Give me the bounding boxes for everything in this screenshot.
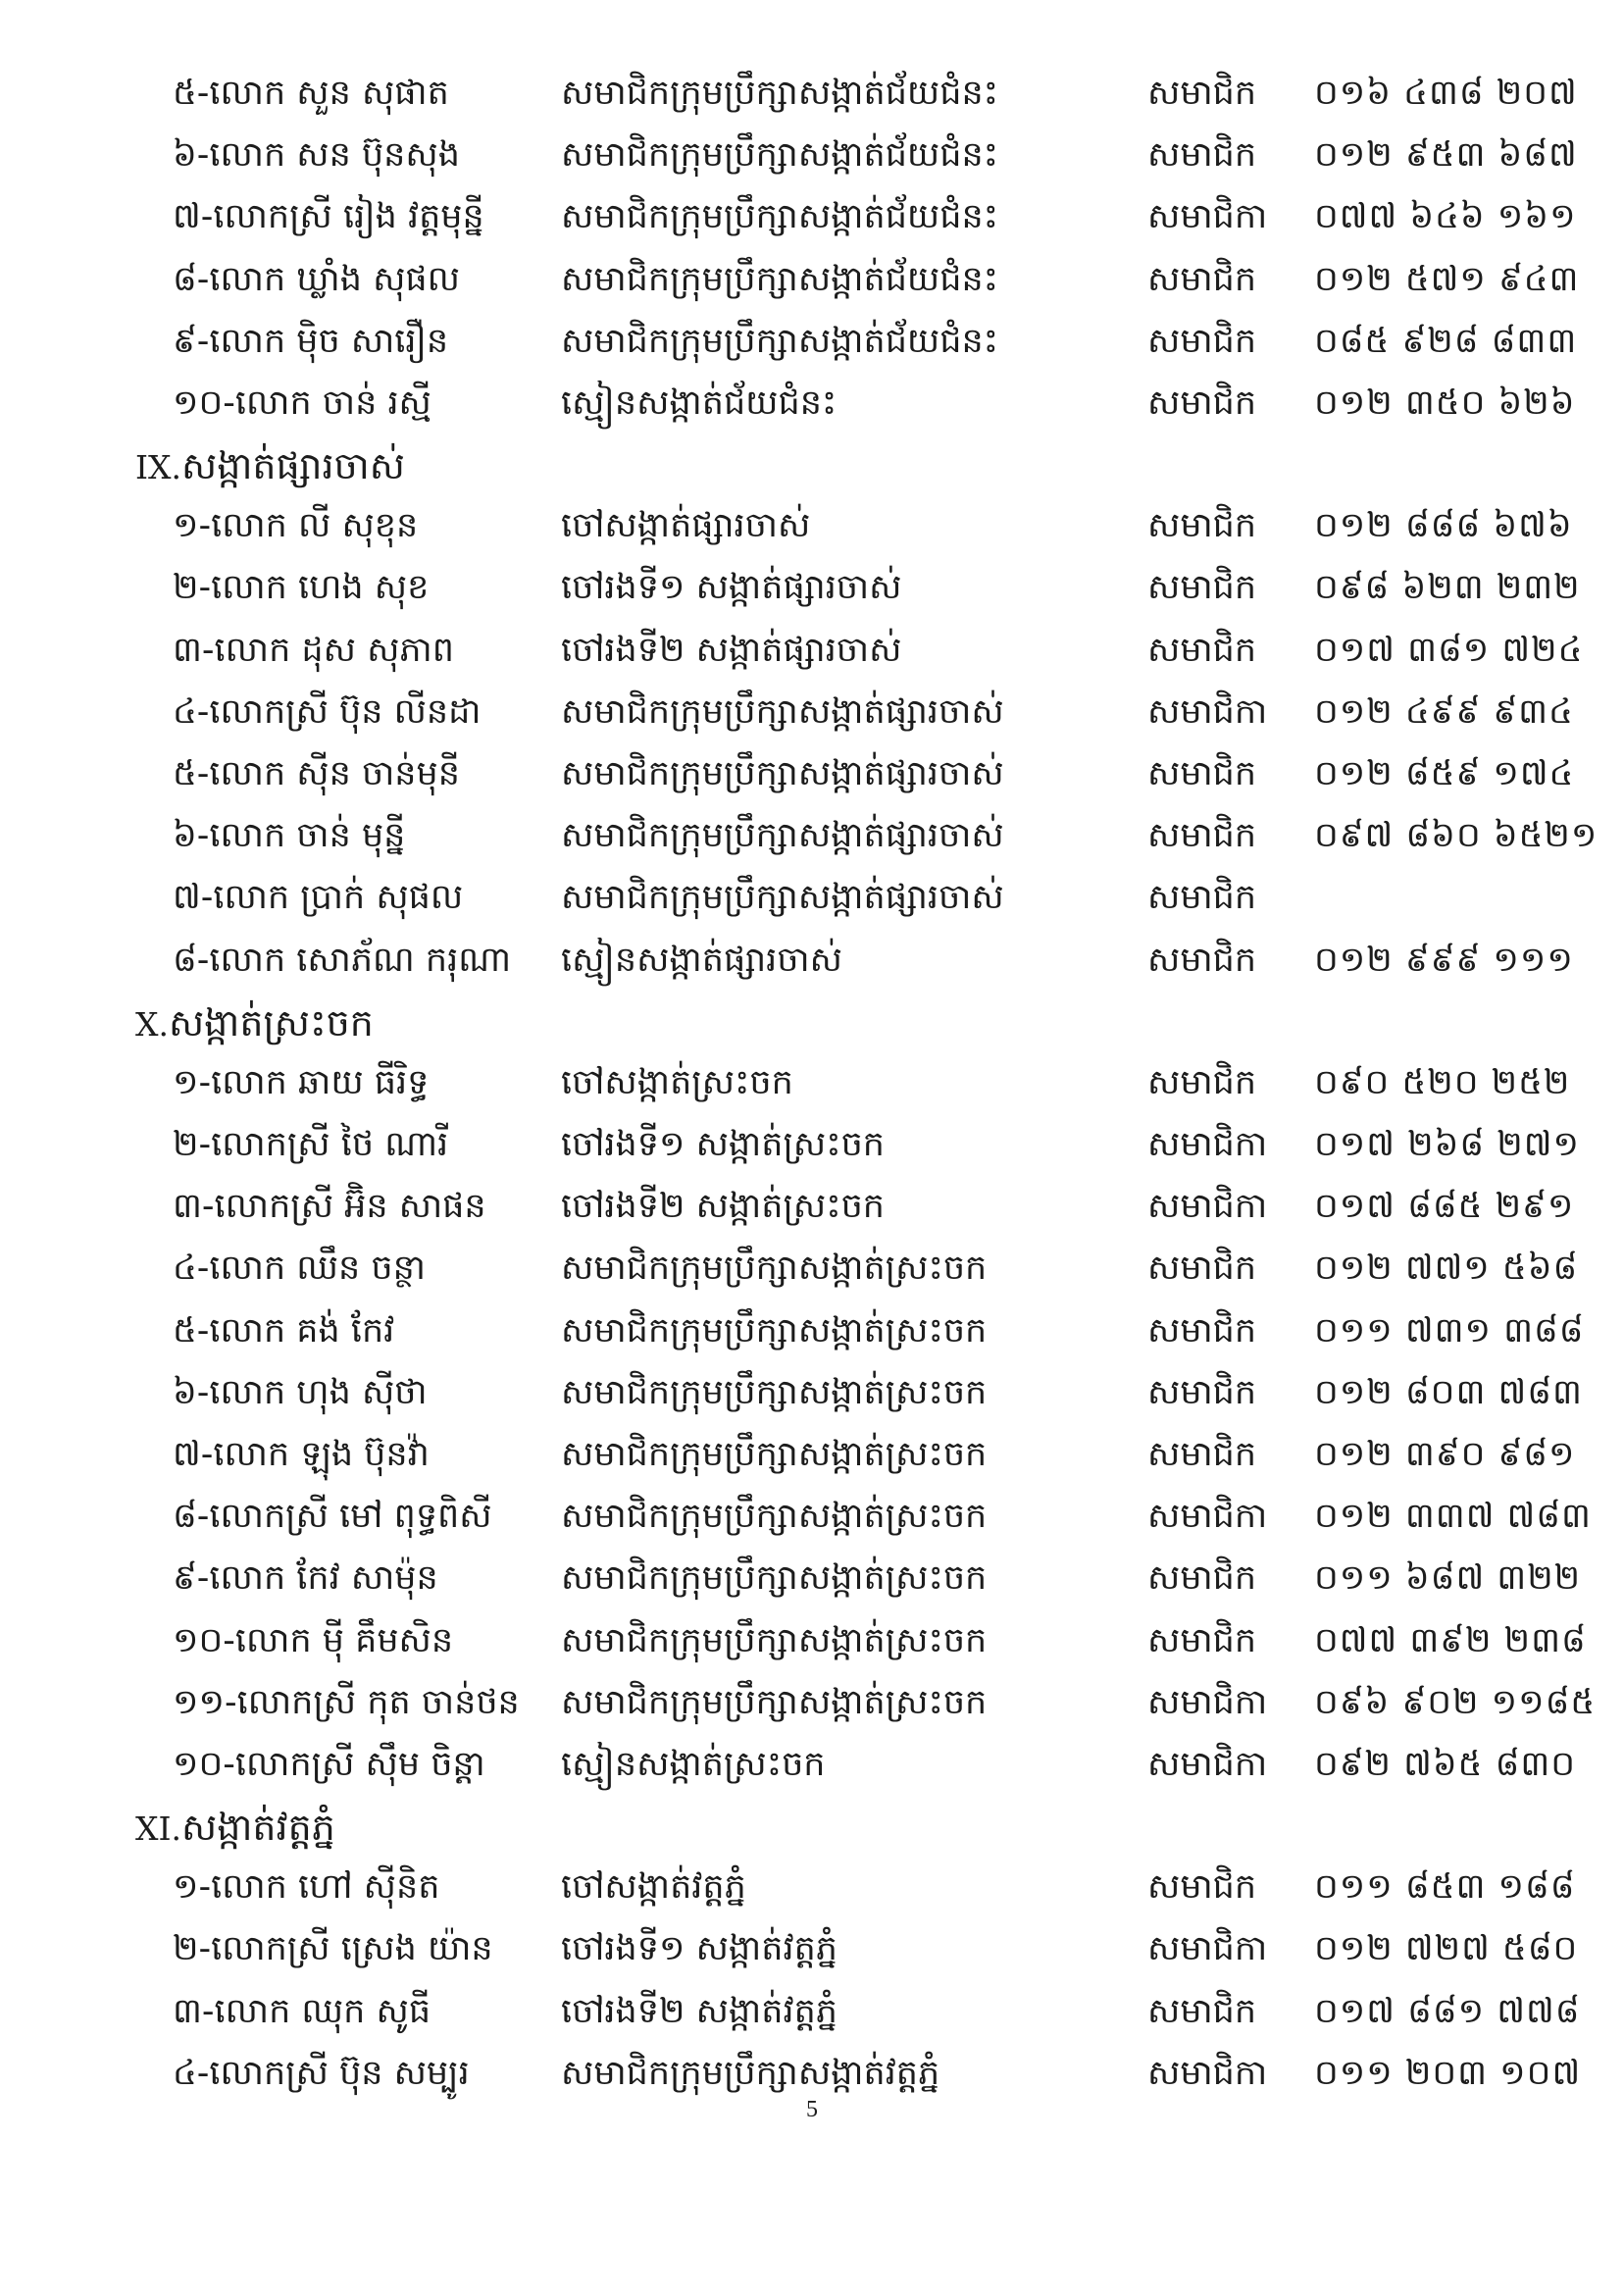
member-position: ចៅសង្កាត់ផ្សារចាស់ (561, 506, 811, 546)
member-phone: ០១១ ៧៣១ ៣៨៨ (1314, 1310, 1585, 1351)
section-numeral: IX. (135, 448, 182, 487)
member-phone: ០១៧ ៨៨៥ ២៩១ (1314, 1187, 1575, 1227)
member-role: សមាជិក (1147, 630, 1257, 670)
member-role: សមាជិក (1147, 135, 1257, 176)
member-name: ១១-លោកស្រី កុត ចាន់ថន (173, 1682, 520, 1722)
member-name: ២-លោក ហេង សុខ (173, 568, 430, 608)
member-row (0, 805, 1624, 866)
member-role: សមាជិកា (1147, 1125, 1268, 1164)
member-row (0, 1114, 1624, 1175)
member-phone: ០១៧ ២៦៨ ២៧១ (1314, 1125, 1580, 1164)
member-position: សមាជិកក្រុមប្រឹក្សាសង្កាត់ផ្សារចាស់ (561, 816, 1004, 856)
member-role: សមាជិក (1147, 1991, 1257, 2031)
member-row (0, 1176, 1624, 1237)
member-name: ១០-លោកស្រី ស៊ឹម ចិន្តា (173, 1745, 485, 1784)
member-name: ៣-លោក ឈុក សូធី (173, 1991, 431, 2031)
member-row (0, 63, 1624, 124)
member-role: សមាជិក (1147, 1310, 1257, 1351)
member-position: ចៅសង្កាត់វត្តភ្នំ (561, 1867, 746, 1908)
member-phone: ០១១ ៨៥៣ ១៨៨ (1314, 1867, 1576, 1908)
member-phone: ០១២ ៨៨៨ ៦៧៦ (1314, 506, 1573, 546)
member-role: សមាជិកា (1147, 1187, 1268, 1227)
member-name: ៣-លោក ដុស សុភាព (173, 630, 454, 670)
member-row (0, 373, 1624, 433)
section-numeral: X. (135, 1004, 169, 1044)
member-role: សមាជិក (1147, 816, 1257, 856)
member-phone: ០១២ ៣៥០ ៦២៦ (1314, 383, 1576, 423)
member-phone: ០១២ ៣៣៧ ៧៨៣ (1314, 1497, 1592, 1537)
member-name: ៧-លោក ប្រាក់ សុផល (173, 878, 464, 918)
member-position: ចៅសង្កាត់ស្រះចក (561, 1062, 793, 1102)
member-role: សមាជិក (1147, 383, 1257, 423)
member-role: សមាជិកា (1147, 1682, 1268, 1722)
member-row (0, 930, 1624, 991)
member-role: សមាជិក (1147, 1620, 1257, 1660)
member-row (0, 1052, 1624, 1113)
member-phone: ០៩៧ ៨៦០ ៦៥២១ (1314, 816, 1599, 856)
member-position: ចៅរងទី១ សង្កាត់វត្តភ្នំ (561, 1929, 837, 1969)
member-role: សមាជិកា (1147, 691, 1268, 732)
section-heading (135, 994, 374, 1052)
member-phone: ០១១ ៦៨៧ ៣២២ (1314, 1558, 1582, 1599)
member-position: ស្មៀនសង្កាត់ជ័យជំនះ (561, 383, 837, 423)
member-name: ៨-លោកស្រី មៅ ពុទ្ធពិសី (173, 1497, 492, 1537)
member-position: ស្មៀនសង្កាត់ផ្សារចាស់ (561, 940, 842, 980)
member-position: ចៅរងទី២ សង្កាត់វត្តភ្នំ (561, 1991, 837, 2031)
member-name: ៩-លោក កែវ សាម៉ុន (173, 1558, 438, 1599)
member-role: សមាជិក (1147, 506, 1257, 546)
member-phone: ០១២ ៣៩០ ៩៨១ (1314, 1435, 1576, 1474)
member-phone: ០១២ ៤៩៩ ៩៣៤ (1314, 691, 1574, 732)
member-position: សមាជិកក្រុមប្រឹក្សាសង្កាត់ផ្សារចាស់ (561, 878, 1004, 918)
member-name: ៦-លោក ហុង ស៊ីថា (173, 1372, 428, 1412)
member-phone: ០១២ ៩៩៩ ១១១ (1314, 940, 1574, 980)
member-name: ១-លោក ហៅ ស៊ីនិត (173, 1867, 440, 1908)
member-phone: ០១២ ៨៥៩ ១៧៤ (1314, 754, 1575, 793)
member-row (0, 1424, 1624, 1485)
member-name: ៣-លោកស្រី អ៊ិន សាផន (173, 1187, 486, 1227)
member-position: សមាជិកក្រុមប្រឹក្សាសង្កាត់ផ្សារចាស់ (561, 691, 1004, 732)
member-row (0, 682, 1624, 742)
section-numeral: XI. (135, 1810, 182, 1849)
member-row (0, 2043, 1624, 2104)
member-phone: ០១១ ២០៣ ១០៧ (1314, 2053, 1582, 2093)
member-role: សមាជិក (1147, 754, 1257, 793)
member-role: សមាជិក (1147, 1062, 1257, 1102)
member-row (0, 1610, 1624, 1671)
member-row (0, 867, 1624, 928)
member-position: សមាជិកក្រុមប្រឹក្សាសង្កាត់ស្រះចក (561, 1497, 988, 1537)
member-phone: ០៧៧ ៣៩២ ២៣៨ (1314, 1620, 1587, 1660)
member-name: ៧-លោកស្រី រៀង វត្តមុន្នី (173, 197, 484, 237)
member-row (0, 249, 1624, 310)
member-role: សមាជិក (1147, 321, 1257, 361)
member-role: សមាជិក (1147, 1558, 1257, 1599)
member-role: សមាជិក (1147, 1249, 1257, 1289)
member-name: ៧-លោក ឡុង ប៊ុនវ៉ា (173, 1435, 430, 1474)
member-name: ២-លោកស្រី ស្រេង យ៉ាន (173, 1929, 493, 1969)
member-position: សមាជិកក្រុមប្រឹក្សាសង្កាត់ស្រះចក (561, 1620, 988, 1660)
member-name: ១-លោក លី សុខុន (173, 506, 419, 546)
member-row (0, 1486, 1624, 1547)
member-role: សមាជិកា (1147, 1497, 1268, 1537)
member-position: សមាជិកក្រុមប្រឹក្សាសង្កាត់ស្រះចក (561, 1558, 988, 1599)
member-role: សមាជិកា (1147, 1929, 1268, 1969)
section-title: សង្កាត់ផ្សារចាស់ (181, 444, 405, 488)
member-position: សមាជិកក្រុមប្រឹក្សាសង្កាត់ស្រះចក (561, 1682, 988, 1722)
member-position: សមាជិកក្រុមប្រឹក្សាសង្កាត់ស្រះចក (561, 1372, 988, 1412)
member-role: សមាជិក (1147, 74, 1257, 113)
member-name: ៥-លោក គង់ កែវ (173, 1310, 395, 1351)
member-name: ១-លោក ឆាយ ធីរិទ្ធ (173, 1062, 430, 1102)
member-phone: ០៩០ ៥២០ ២៥២ (1314, 1062, 1571, 1102)
member-role: សមាជិក (1147, 878, 1257, 918)
member-row (0, 557, 1624, 618)
member-name: ៤-លោកស្រី ប៊ុន សម្បូរ (173, 2053, 470, 2093)
member-position: សមាជិកក្រុមប្រឹក្សាសង្កាត់ស្រះចក (561, 1310, 988, 1351)
member-position: សមាជិកក្រុមប្រឹក្សាសង្កាត់ជ័យជំនះ (561, 321, 999, 361)
section-heading (135, 1798, 335, 1857)
member-name: ៦-លោក សន ប៊ុនសុង (173, 135, 460, 176)
member-row (0, 1238, 1624, 1299)
member-name: ៨-លោក ឃ្លាំង សុផល (173, 259, 460, 299)
member-role: សមាជិកា (1147, 197, 1268, 237)
member-position: ចៅរងទី១ សង្កាត់ស្រះចក (561, 1125, 886, 1164)
member-name: ៨-លោក សោភ័ណ ករុណា (173, 940, 512, 980)
member-position: ចៅរងទី១ សង្កាត់ផ្សារចាស់ (561, 568, 902, 608)
member-position: សមាជិកក្រុមប្រឹក្សាសង្កាត់វត្តភ្នំ (561, 2053, 940, 2093)
member-role: សមាជិក (1147, 1372, 1257, 1412)
member-phone: ០១៦ ៤៣៨ ២០៧ (1314, 74, 1578, 113)
member-phone: ០១២ ៨០៣ ៧៨៣ (1314, 1372, 1583, 1412)
member-row (0, 125, 1624, 185)
member-phone: ០៨៥ ៩២៨ ៨៣៣ (1314, 321, 1578, 361)
member-row (0, 1300, 1624, 1361)
member-name: ៤-លោក ឈឹន ចន្ថា (173, 1249, 426, 1289)
member-phone: ០១៧ ៣៨១ ៧២៤ (1314, 630, 1584, 670)
member-position: សមាជិកក្រុមប្រឹក្សាសង្កាត់ផ្សារចាស់ (561, 754, 1004, 793)
member-phone: ០៩៨ ៦២៣ ២៣២ (1314, 568, 1581, 608)
member-position: សមាជិកក្រុមប្រឹក្សាសង្កាត់ជ័យជំនះ (561, 135, 999, 176)
member-name: ៩-លោក ម៉ិច សារឿន (173, 321, 449, 361)
member-position: ចៅរងទី២ សង្កាត់ផ្សារចាស់ (561, 630, 902, 670)
member-role: សមាជិក (1147, 940, 1257, 980)
member-row (0, 1857, 1624, 1917)
member-name: ៥-លោក ស៊ីន ចាន់មុនី (173, 754, 460, 793)
member-row (0, 495, 1624, 556)
member-row (0, 1548, 1624, 1608)
member-row (0, 1918, 1624, 1979)
member-name: ៥-លោក សួន សុផាត (173, 74, 449, 113)
member-name: ៤-លោកស្រី ប៊ុន លីនដា (173, 691, 482, 732)
member-role: សមាជិកា (1147, 1745, 1268, 1784)
member-position: សមាជិកក្រុមប្រឹក្សាសង្កាត់ស្រះចក (561, 1435, 988, 1474)
member-name: ១០-លោក ម៉ី គឹមសិន (173, 1620, 454, 1660)
member-row (0, 311, 1624, 372)
member-row (0, 743, 1624, 804)
section-title: សង្កាត់ស្រះចក (168, 1000, 374, 1045)
member-row (0, 1734, 1624, 1795)
member-phone: ០៩៦ ៩០២ ១១៨៥ (1314, 1682, 1597, 1722)
member-row (0, 1672, 1624, 1733)
member-row (0, 1362, 1624, 1423)
member-role: សមាជិក (1147, 1867, 1257, 1908)
member-row (0, 1981, 1624, 2042)
member-position: សមាជិកក្រុមប្រឹក្សាសង្កាត់ស្រះចក (561, 1249, 988, 1289)
member-phone: ០១២ ៥៧១ ៩៤៣ (1314, 259, 1580, 299)
member-phone: ០១២ ៧២៧ ៥៨០ (1314, 1929, 1579, 1969)
member-phone: ០៩២ ៧៦៥ ៨៣០ (1314, 1745, 1577, 1784)
member-position: សមាជិកក្រុមប្រឹក្សាសង្កាត់ជ័យជំនះ (561, 197, 999, 237)
member-position: ស្មៀនសង្កាត់ស្រះចក (561, 1745, 826, 1784)
page-number: 5 (806, 2097, 818, 2122)
section-heading (135, 436, 405, 495)
member-phone: ០១២ ៩៥៣ ៦៨៧ (1314, 135, 1578, 176)
member-role: សមាជិក (1147, 259, 1257, 299)
member-name: ២-លោកស្រី ថៃ ណារី (173, 1125, 449, 1164)
member-position: ចៅរងទី២ សង្កាត់ស្រះចក (561, 1187, 886, 1227)
member-phone: ០៧៧ ៦៤៦ ១៦១ (1314, 197, 1577, 237)
member-role: សមាជិក (1147, 1435, 1257, 1474)
member-name: ៦-លោក ចាន់ មុន្នី (173, 816, 406, 856)
member-phone: ០១៧ ៨៨១ ៧៧៨ (1314, 1991, 1581, 2031)
section-title: សង្កាត់វត្តភ្នំ (181, 1806, 335, 1850)
member-name: ១០-លោក ចាន់ រស្មី (173, 383, 431, 423)
member-role: សមាជិកា (1147, 2053, 1268, 2093)
member-phone: ០១២ ៧៧១ ៥៦៨ (1314, 1249, 1579, 1289)
member-row (0, 620, 1624, 681)
member-position: សមាជិកក្រុមប្រឹក្សាសង្កាត់ជ័យជំនះ (561, 259, 999, 299)
member-row (0, 186, 1624, 247)
member-role: សមាជិក (1147, 568, 1257, 608)
member-position: សមាជិកក្រុមប្រឹក្សាសង្កាត់ជ័យជំនះ (561, 74, 999, 113)
